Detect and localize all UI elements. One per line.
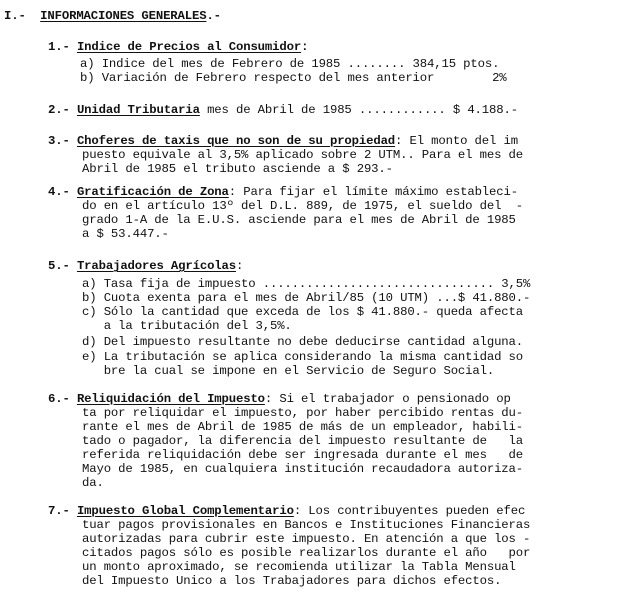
section-1-tail: : (301, 40, 309, 54)
section-4-line-4: a $ 53.447.- (82, 227, 169, 241)
section-2-number: 2.- (48, 103, 70, 117)
section-3-line-3: Abril de 1985 el tributo asciende a $ 293.- (82, 162, 393, 176)
section-7-tail: : Los contribuyentes pueden efec (293, 504, 526, 518)
section-4-title: Gratificación de Zona (76, 185, 229, 199)
section-3-line-1 (48, 134, 518, 148)
section-1-title: Indice de Precios al Consumidor (76, 40, 302, 54)
section-6-tail: : Si el trabajador o pensionado op (264, 392, 511, 406)
section-4-tail: : Para fijar el límite máximo estableci- (228, 185, 518, 199)
heading-tail: .- (206, 9, 221, 23)
section-5-number: 5.- (48, 259, 70, 273)
section-2-title: Unidad Tributaria (76, 103, 200, 117)
main-heading (4, 9, 221, 23)
heading-number: I.- (4, 9, 26, 23)
section-5-item-b: b) Cuota exenta para el mes de Abril/85 (10 UTM) ...$ 41.880.- (82, 291, 531, 305)
section-7-line-4: citados pagos sólo es posible realizarlos durante el año por (82, 546, 531, 560)
section-7-line-2: tuar pagos provisionales en Bancos e Instituciones Financieras (82, 518, 531, 532)
section-4-line-2: do en el artículo 13º del D.L. 889, de 1975, el sueldo del - (82, 199, 523, 213)
section-6-line-3: rante el mes de Abril de 1985 de más de un empleador, habili- (82, 420, 523, 434)
section-7-line-1 (48, 504, 525, 518)
section-1-number: 1.- (48, 40, 70, 54)
section-6-line-7: da. (82, 476, 104, 490)
section-7-line-3: autorizadas para cubrir este impuesto. En atención a que los - (82, 532, 531, 546)
section-6-line-5: referida reliquidación debe ser ingresada durante el mes de (82, 448, 523, 462)
section-7-number: 7.- (48, 504, 70, 518)
section-4-line-1 (48, 185, 518, 199)
section-4-line-3: grado 1-A de la E.U.S. asciende para el mes de Abril de 1985 (82, 213, 516, 227)
section-1-item-b: b) Variación de Febrero respecto del mes anterior 2% (80, 71, 507, 85)
section-2-line (48, 103, 518, 117)
section-1-heading (48, 40, 308, 54)
section-2-rest: mes de Abril de 1985 ............ $ 4.188.- (199, 103, 518, 117)
section-5-item-e: e) La tributación se aplica considerando la misma cantidad so (82, 350, 523, 364)
section-6-line-4: tado o pagador, la diferencia del impuesto resultante de la (82, 434, 523, 448)
section-5-title: Trabajadores Agrícolas (76, 259, 236, 273)
section-5-item-e-cont: bre la cual se impone en el Servicio de Seguro Social. (82, 364, 495, 378)
section-6-line-1 (48, 392, 511, 406)
section-7-line-6: del Impuesto Unico a los Trabajadores para dichos efectos. (82, 574, 502, 588)
section-1-item-a: a) Indice del mes de Febrero de 1985 ........ 384,15 ptos. (80, 57, 500, 71)
section-5-heading (48, 259, 243, 273)
section-6-number: 6.- (48, 392, 70, 406)
section-3-title: Choferes de taxis que no son de su propiedad (76, 134, 396, 148)
section-6-line-6: Mayo de 1985, en cualquiera institución recaudadora autoriza- (82, 462, 523, 476)
section-5-tail: : (235, 259, 244, 273)
section-7-title: Impuesto Global Complementario (76, 504, 294, 518)
section-3-tail: : El monto del im (395, 134, 518, 148)
section-5-item-c: c) Sólo la cantidad que exceda de los $ 41.880.- queda afecta (82, 305, 523, 319)
section-7-line-5: un monto aproximado, se recomienda utilizar la Tabla Mensual (82, 560, 516, 574)
section-5-item-d: d) Del impuesto resultante no debe deducirse cantidad alguna. (82, 335, 523, 349)
section-5-item-a: a) Tasa fija de impuesto ................................ 3,5% (82, 277, 531, 291)
heading-title: INFORMACIONES GENERALES (40, 9, 207, 23)
section-5-item-c-cont: a la tributación del 3,5%. (82, 319, 292, 333)
section-3-line-2: puesto equivale al 3,5% aplicado sobre 2 UTM.. Para el mes de (82, 148, 523, 162)
section-6-title: Reliquidación del Impuesto (76, 392, 265, 406)
section-6-line-2: ta por reliquidar el impuesto, por haber percibido rentas du- (82, 406, 523, 420)
section-4-number: 4.- (48, 185, 70, 199)
section-3-number: 3.- (48, 134, 70, 148)
